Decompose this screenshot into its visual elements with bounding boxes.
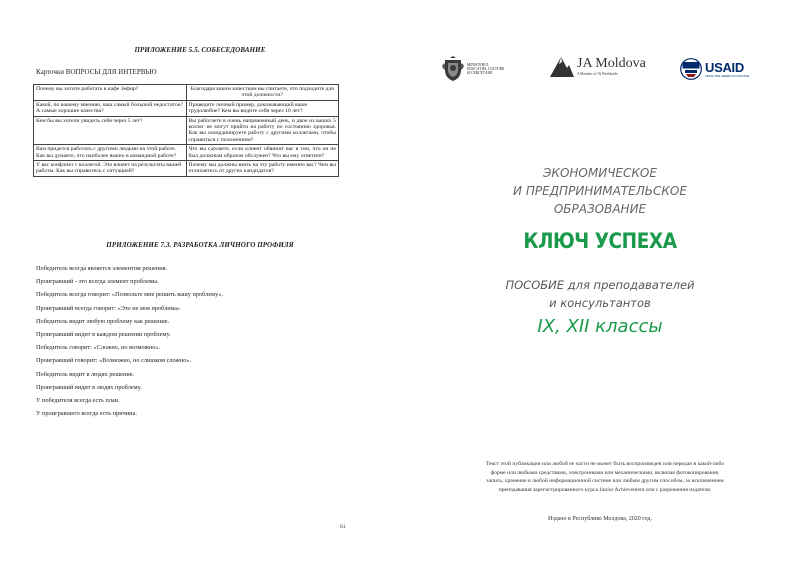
ja-moldova-logo [550,56,646,78]
list-item: Проигравший - это всегда элемент проблемы. [36,278,159,286]
grade-levels: IX, XII классы [537,316,663,337]
list-item: Победитель всегда является элементом решения. [36,265,168,272]
logo-strip [400,56,800,86]
usaid-name: USAID [705,59,744,75]
book-title: КЛЮЧ УСПЕХА [523,229,677,253]
list-item: Проигравший говорит: «Возможно, но слишком сложно». [36,357,192,365]
publication-info: Издано в Республике Молдова, 2020 год. [547,516,653,522]
table-row [34,85,339,101]
ja-tagline: A Member of JA Worldwide [577,72,618,76]
manual-subtitle: ПОСОБИЕ для преподавателей и консультантов [505,278,695,310]
question-cell: Почему мы должны взять на эту работу именно вас? Чем вы отличаетесь от других кандидатов? [186,161,339,177]
question-cell: Кем бы вы хотели увидеть себя через 5 лет? [34,116,187,145]
coat-of-arms-icon [442,56,464,82]
list-item: Победитель говорит: «Сложно, но возможно». [36,344,161,352]
cards-caption: Карточки ВОПРОСЫ ДЛЯ ИНТЕРВЬЮ [36,68,157,76]
ministry-name: MINISTERUL EDUCAȚIEI, CULTURII ȘI CERCETĂRII [467,63,505,75]
question-cell: Приведите личный пример, доказывающий ваше трудолюбие? Кем вы видите себя через 10 лет? [186,100,339,116]
list-item: Победитель всегда говорит: «Позвольте мне решить вашу проблему». [36,291,224,299]
appendix-7-3-title: ПРИЛОЖЕНИЕ 7.3. РАЗРАБОТКА ЛИЧНОГО ПРОФИЛЯ [106,241,294,249]
list-item: У проигравшего всегда есть причина. [36,410,137,418]
list-item: Проигравший видит в людях проблему. [36,383,142,391]
usaid-tagline: FROM THE AMERICAN PEOPLE [705,73,750,78]
usaid-seal-icon [680,58,702,80]
question-cell: Почему вы хотите работать в кафе Зефир? [34,85,187,101]
list-item: Проигравший видит в каждом решении проблему. [36,330,171,338]
right-page [400,0,800,566]
list-item: У победителя всегда есть план. [36,396,120,404]
question-cell: Что вы сделаете, если клиент обвинит вас в том, что он не был должным образом обслужен? Что вы ему ответите? [186,145,339,161]
subject-heading: ЭКОНОМИЧЕСКОЕ И ПРЕДПРИНИМАТЕЛЬСКОЕ ОБРАЗОВАНИЕ [513,166,687,216]
table-row [34,100,339,116]
question-cell: Какой, по вашему мнению, ваш самый большой недостаток? А самые хорошие качества? [34,100,187,116]
appendix-5-5-title: ПРИЛОЖЕНИЕ 5.5. СОБЕСЕДОВАНИЕ [134,46,266,54]
ministry-logo [442,56,504,82]
list-item: Победитель видит в людях решение. [36,370,135,378]
question-cell: Благодаря каким качествам вы считаете, что подходите для этой должности? [186,85,339,101]
question-cell: Вы работаете в очень напряженный день, и двое из ваших 5 коллег не могут прийти на работу по состоянию здоровья. Как вы скоординируете работу с другими коллегами, чтобы справиться с положением? [186,116,339,145]
interview-questions-table [33,84,339,177]
question-cell: У вас конфликт с коллегой. Это влияет на результаты вашей работы. Как вы справитесь с ситуацией? [34,161,187,177]
copyright-notice: Текст этой публикации или любой ее части не может быть воспроизведен или передан в какой-либо форме или любыми средствами, электронными или механическими, включая фотокопирование, запись, хранение в любой информационной системе или любым другим способом, за исключением преподавания зарегистрированного курса Junior Achievement или с разрешения издателя. [485,461,725,493]
ja-name: JA Moldova [577,56,646,71]
list-item: Победитель видит любую проблему как решение. [36,317,170,325]
usaid-logo [680,58,749,80]
table-row [34,161,339,177]
question-cell: Вам придется работать с другими людьми на этой работе. Как вы думаете, что наиболее важно в командной работе? [34,145,187,161]
winner-loser-list [36,262,223,420]
table-row [34,116,339,145]
ja-mountain-icon [550,56,574,78]
list-item: Проигравший всегда говорит: «Это не моя проблема» [36,304,181,312]
table-row [34,145,339,161]
page-number: 61 [340,524,346,530]
